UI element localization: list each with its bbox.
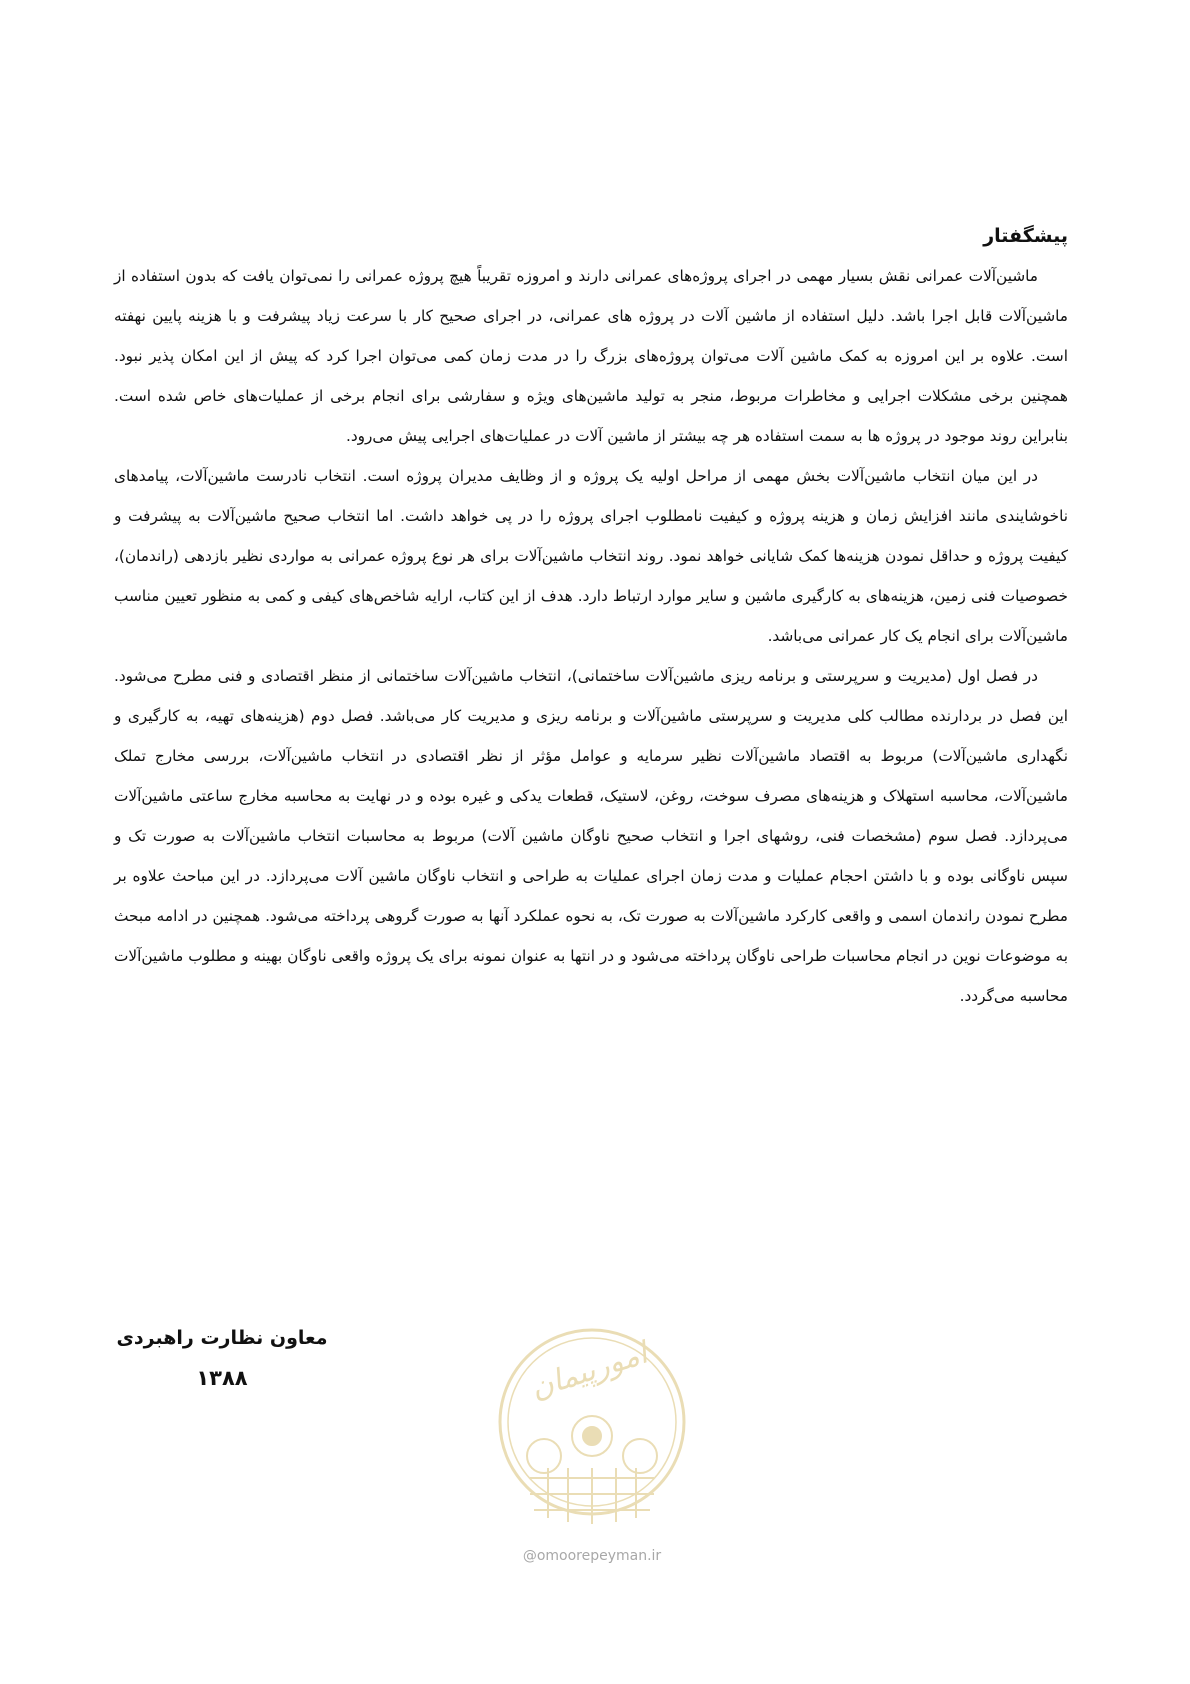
watermark-url: @omoorepeyman.ir — [522, 1548, 662, 1564]
document-body — [114, 218, 1068, 1016]
watermark-logo — [488, 1318, 696, 1548]
signature-block — [112, 1318, 332, 1398]
watermark-logo-text: امورپیمان — [526, 1335, 652, 1407]
paragraph: در این میان انتخاب ماشین‌آلات بخش مهمی از مراحل اولیه یک پروژه و از وظایف مدیران پروژه است. انتخاب نادرست ماشین‌آلات، پیامدهای ناخوشایندی مانند افزایش زمان و هزینه پروژه و کیفیت نامطلوب اجرای پروژه را در پی خواهد داشت. اما انتخاب صحیح ماشین‌آلات به پیشرفت و کیفیت پروژه و حداقل نمودن هزینه‌ها کمک شایانی خواهد نمود. روند انتخاب ماشین‌آلات برای هر نوع پروژه عمرانی به مواردی نظیر بازدهی (راندمان)، خصوصیات فنی زمین، هزینه‌های به کارگیری ماشین و سایر موارد ارتباط دارد. هدف از این کتاب، ارایه شاخص‌های کیفی و کمی به منظور تعیین مناسب ماشین‌آلات برای انجام یک کار عمرانی می‌باشد. — [114, 467, 1068, 645]
signature-title: معاون نظارت راهبردی — [116, 1327, 328, 1349]
page-title: پیشگفتار — [983, 225, 1068, 247]
signature-year: ۱۳۸۸ — [196, 1366, 248, 1390]
paragraph: در فصل اول (مدیریت و سرپرستی و برنامه ریزی ماشین‌آلات ساختمانی)، انتخاب ماشین‌آلات ساختمانی از منظر اقتصادی و فنی مطرح می‌شود. این فصل در بردارنده مطالب کلی مدیریت و سرپرستی ماشین‌آلات و برنامه ریزی و مدیریت کار می‌باشد. فصل دوم (هزینه‌های تهیه، به کارگیری و نگهداری ماشین‌آلات) مربوط به اقتصاد ماشین‌آلات نظیر سرمایه و عوامل مؤثر از نظر اقتصادی در انتخاب ماشین‌آلات، بررسی مخارج تملک ماشین‌آلات، محاسبه استهلاک و هزینه‌های مصرف سوخت، روغن، لاستیک، قطعات یدکی و غیره بوده و در نهایت به محاسبه مخارج ساعتی ماشین‌آلات می‌پردازد. فصل سوم (مشخصات فنی، روشهای اجرا و انتخاب صحیح ناوگان ماشین آلات) مربوط به محاسبات انتخاب ماشین‌آلات به صورت تک و سپس ناوگانی بوده و با داشتن احجام عملیات و مدت زمان اجرای عملیات به طراحی و انتخاب ناوگان ماشین آلات می‌پردازد. در این مباحث علاوه بر مطرح نمودن راندمان اسمی و واقعی کارکرد ماشین‌آلات به صورت تک، به نحوه عملکرد آنها به صورت گروهی پرداخته می‌شود. همچنین در ادامه مبحث به موضوعات نوین در انجام محاسبات طراحی ناوگان پرداخته می‌شود و در انتها به عنوان نمونه برای یک پروژه واقعی ناوگان بهینه و مطلوب ماشین‌آلات محاسبه می‌گردد. — [114, 667, 1068, 1005]
paragraph: ماشین‌آلات عمرانی نقش بسیار مهمی در اجرای پروژه‌های عمرانی دارند و امروزه تقریباً هیچ پروژه عمرانی را نمی‌توان یافت که بدون استفاده از ماشین‌آلات قابل اجرا باشد. دلیل استفاده از ماشین آلات در پروژه های عمرانی، در اجرای صحیح کار با سرعت زیاد پیشرفت و با هزینه پایین نهفته است. علاوه بر این امروزه به کمک ماشین آلات می‌توان پروژه‌های بزرگ را در مدت زمان کمی می‌توان اجرا کرد که پیش از این امکان پذیر نبود. همچنین برخی مشکلات اجرایی و مخاطرات مربوط، منجر به تولید ماشین‌های ویژه و سفارشی برای انجام برخی از عملیات‌های خاص شده است. بنابراین روند موجود در پروژه ها به سمت استفاده هر چه بیشتر از ماشین آلات در عملیات‌های اجرایی پیش می‌رود. — [114, 267, 1068, 445]
